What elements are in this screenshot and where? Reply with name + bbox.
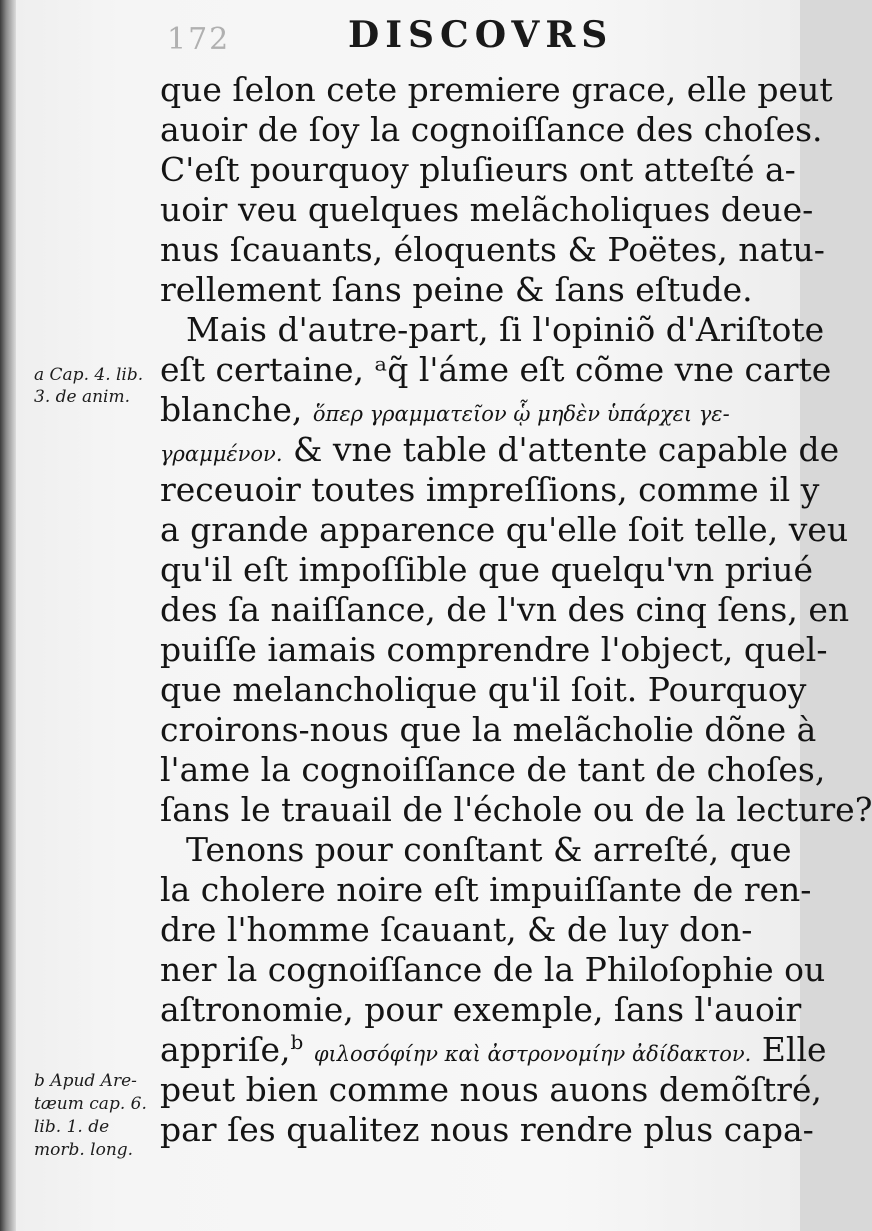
text-line: rellement ſans peine & ſans eſtude.: [160, 270, 753, 309]
text-segment: Elle: [761, 1030, 827, 1069]
text-line: que melancholique qu'il ſoit. Pourquoy: [160, 670, 807, 709]
page-number: 172: [167, 22, 231, 57]
margin-note-a: 3. de anim.: [34, 387, 131, 407]
text-line: [160, 430, 840, 474]
text-line: C'eſt pourquoy pluſieurs ont atteſté a-: [160, 150, 796, 189]
text-line: uoir veu quelques melãcholiques deue-: [160, 190, 814, 229]
text-line: ner la cognoiſſance de la Philoſophie ou: [160, 950, 826, 989]
text-line: la cholere noire eſt impuiſſante de ren-: [160, 870, 812, 909]
text-line: [160, 390, 750, 434]
margin-note-b: morb. long.: [34, 1140, 134, 1160]
text-line: [160, 1030, 827, 1074]
text-segment: blanche,: [160, 390, 303, 429]
text-segment: & vne table d'attente capable de: [293, 430, 840, 469]
text-line: qu'il eſt impoſſible que quelqu'vn priué: [160, 550, 813, 589]
text-line: aſtronomie, pour exemple, ſans l'auoir: [160, 990, 802, 1029]
text-line: eſt certaine, ᵃq̃ l'áme eſt cõme vne carte: [160, 350, 832, 389]
text-line: croirons-nous que la melãcholie dõne à: [160, 710, 817, 749]
margin-note-b: tæum cap. 6.: [34, 1094, 147, 1114]
text-line: a grande apparence qu'elle ſoit telle, veu: [160, 510, 849, 549]
greek-quotation: φιλοσόφίην καὶ ἀστρονομίην ἀδίδακτον.: [313, 1042, 752, 1066]
text-line: Mais d'autre-part, ſi l'opiniõ d'Ariſtote: [186, 310, 825, 349]
text-line: par ſes qualitez nous rendre plus capa-: [160, 1110, 814, 1149]
text-line: l'ame la cognoiſſance de tant de choſes,: [160, 750, 826, 789]
text-line: ſans le trauail de l'échole ou de la lecture?: [160, 790, 872, 829]
footnote-marker: b: [290, 1030, 304, 1054]
text-segment: appriſe,: [160, 1030, 291, 1069]
greek-quotation: γραμμένον.: [160, 442, 283, 466]
text-line: puiſſe iamais comprendre l'object, quel-: [160, 630, 828, 669]
text-line: nus ſcauants, éloquents & Poëtes, natu-: [160, 230, 825, 269]
text-line: Tenons pour conſtant & arreſté, que: [186, 830, 792, 869]
margin-note-b: lib. 1. de: [34, 1117, 110, 1137]
greek-quotation: ὅπερ γραμματεῖον ᾧ μηδὲν ὑπάρχει γε-: [312, 402, 730, 426]
text-line: receuoir toutes impreſſions, comme il y: [160, 470, 820, 509]
gutter-shadow: [0, 0, 16, 1231]
text-line: des ſa naiſſance, de l'vn des cinq ſens, en: [160, 590, 850, 629]
text-line: dre l'homme ſcauant, & de luy don-: [160, 910, 753, 949]
running-head: DISCOVRS: [348, 14, 614, 56]
margin-note-a: a Cap. 4. lib.: [34, 365, 144, 385]
text-line: que ſelon cete premiere grace, elle peut: [160, 70, 833, 109]
text-line: peut bien comme nous auons demõſtré,: [160, 1070, 822, 1109]
margin-note-b: b Apud Are-: [34, 1071, 137, 1091]
text-line: auoir de ſoy la cognoiſſance des choſes.: [160, 110, 823, 149]
